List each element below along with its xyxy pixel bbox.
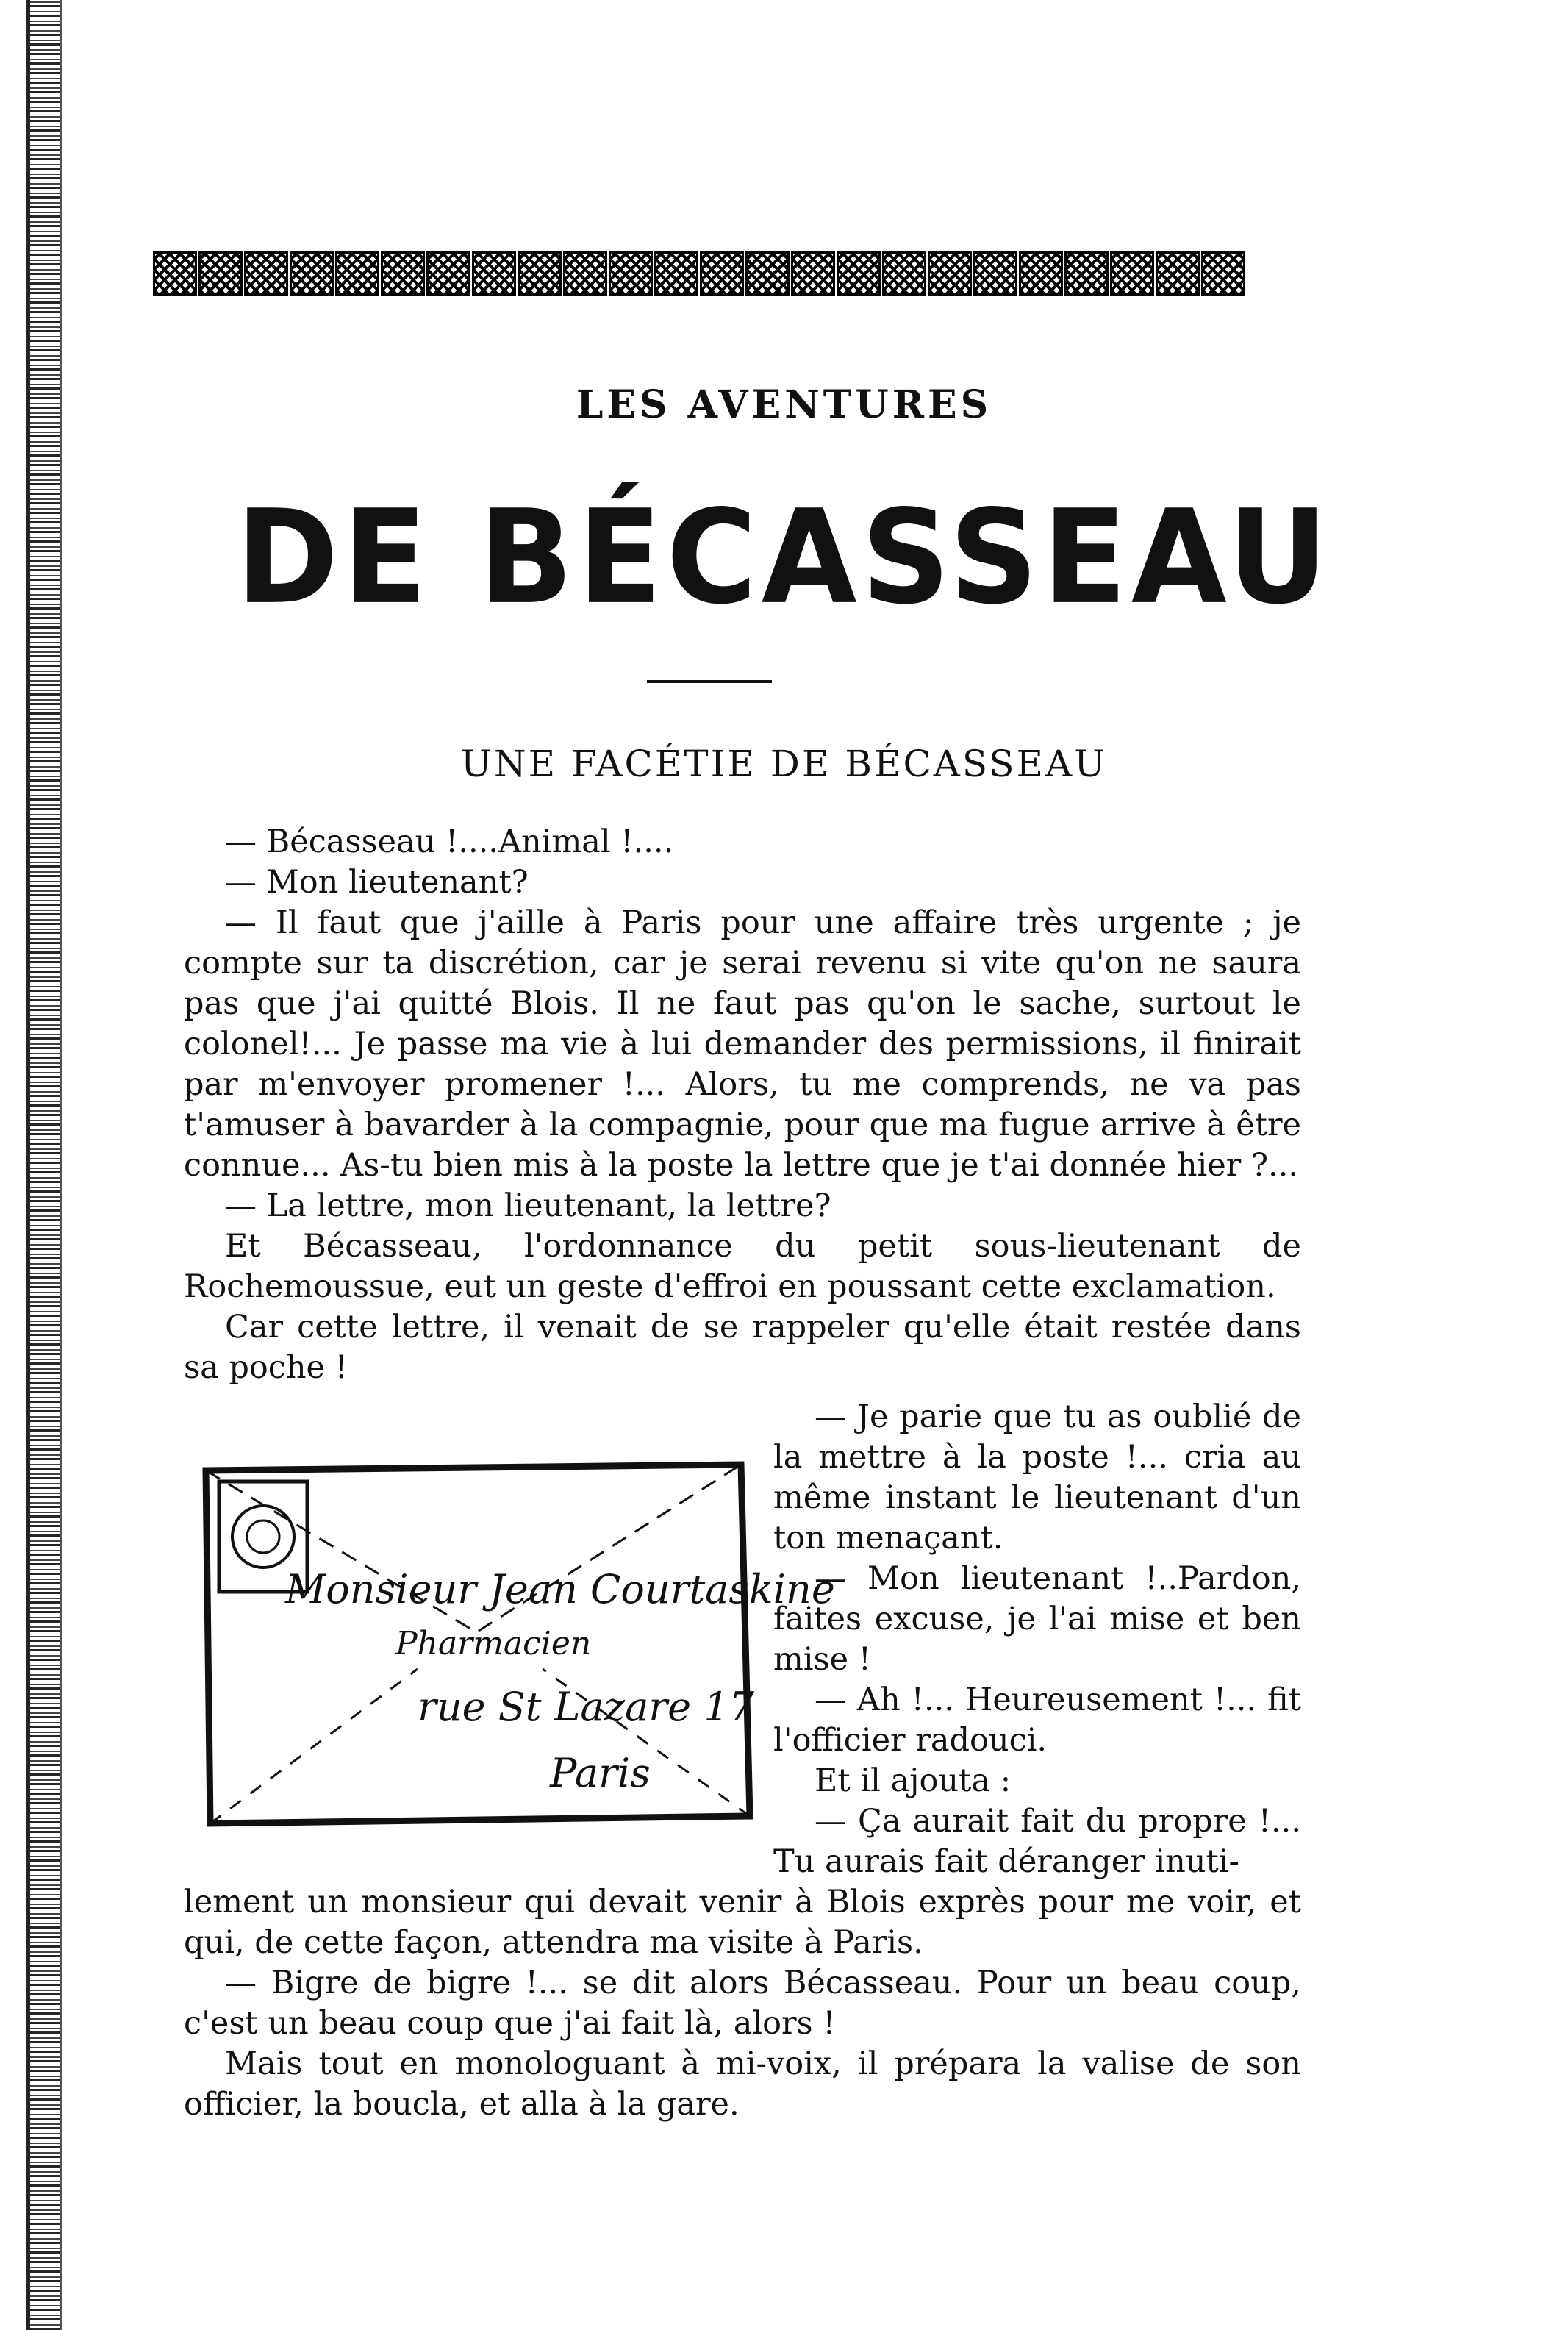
envelope-address-line: rue St Lazare 17 (418, 1684, 754, 1730)
text-block-side (773, 1397, 1301, 1882)
page-title: DE BÉCASSEAU (235, 482, 1333, 633)
paragraph: Mais tout en monologuant à mi-voix, il prépara la valise de son officier, la boucla, et alla à la gare. (184, 2045, 1301, 2123)
paragraph: — Bigre de bigre !... se dit alors Bécasseau. Pour un beau coup, c'est un beau coup que j'ai fait là, alors ! (184, 1965, 1301, 2042)
envelope-address-line: Monsieur Jean Courtaskine (285, 1566, 835, 1612)
title-kicker: LES AVENTURES (576, 382, 992, 427)
paragraph: lement un monsieur qui devait venir à Blois exprès pour me voir, et qui, de cette façon, attendra ma visite à Paris. (184, 1884, 1301, 1961)
paragraph: — Mon lieutenant !..Pardon, faites excuse, je l'ai mise et ben mise ! (773, 1560, 1301, 1678)
envelope-address-line: Pharmacien (395, 1625, 592, 1662)
paragraph: — Je parie que tu as oublié de la mettre à la poste !... cria au même instant le lieutenant d'un ton menaçant. (773, 1398, 1301, 1557)
text-block-top (184, 822, 1301, 1388)
paragraph: Car cette lettre, il venait de se rappeler qu'elle était restée dans sa poche ! (184, 1309, 1301, 1386)
envelope-address-line: Paris (550, 1750, 651, 1796)
paragraph: Et Bécasseau, l'ordonnance du petit sous-lieutenant de Rochemoussue, eut un geste d'effroi en poussant cette exclamation. (184, 1228, 1301, 1305)
paragraph: — Ça aurait fait du propre !... Tu aurais fait déranger inuti- (773, 1803, 1301, 1880)
paragraph: — Il faut que j'aille à Paris pour une affaire très urgente ; je compte sur ta discrétion, car je serai revenu si vite qu'on ne saura pas que j'ai quitté Blois. Il ne faut pas qu'on le sache, surtout le colonel!... Je passe ma vie à lui demander des permissions, il finirait par m'envoyer promener !... Alors, tu me comprends, ne va pas t'amuser à bavarder à la compagnie, pour que ma fugue arrive à être connue... As-tu bien mis à la poste la lettre que je t'ai donnée hier ?... (184, 904, 1301, 1184)
paragraph: Et il ajouta : (815, 1762, 1012, 1799)
paragraph: — Mon lieutenant? (225, 864, 529, 901)
text-block-bottom (184, 1882, 1301, 2125)
ornamental-band (153, 251, 1263, 296)
envelope-illustration (197, 1448, 835, 1838)
paragraph: — Ah !... Heureusement !... fit l'officier radouci. (773, 1682, 1301, 1759)
paragraph: — Bécasseau !....Animal !.... (225, 823, 674, 860)
title-rule (647, 680, 772, 683)
paragraph: — La lettre, mon lieutenant, la lettre? (225, 1187, 831, 1224)
chapter-subtitle: UNE FACÉTIE DE BÉCASSEAU (460, 743, 1108, 785)
